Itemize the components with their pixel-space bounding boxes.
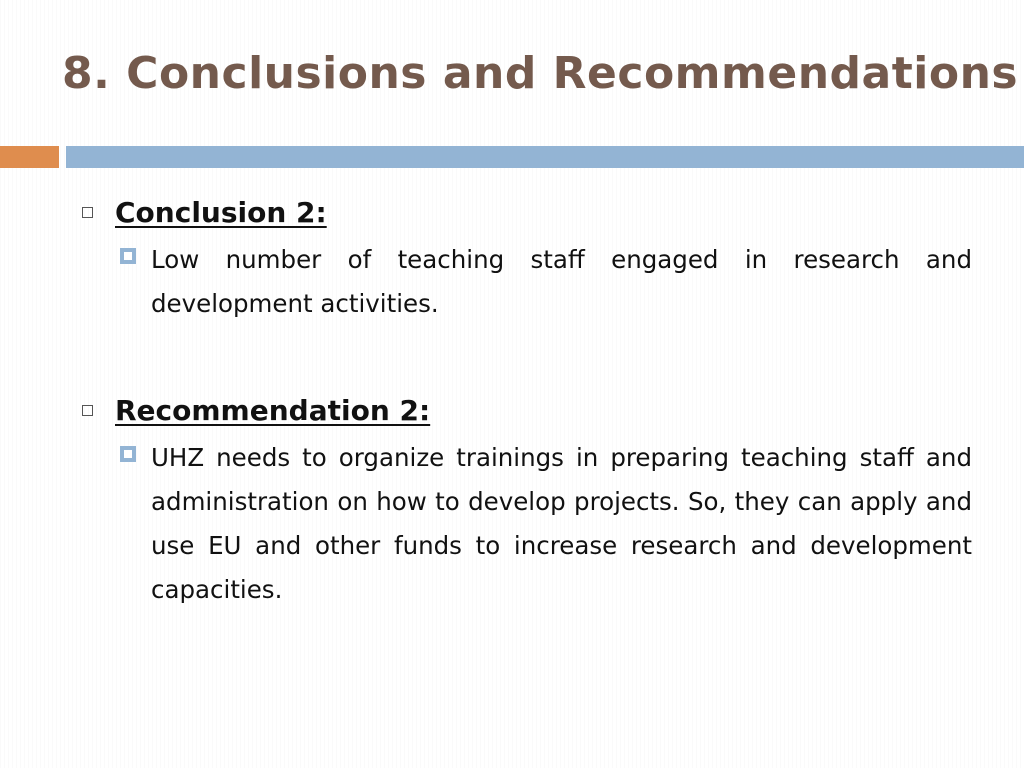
recommendation-section <box>82 388 972 612</box>
accent-bar-blue <box>66 146 1024 168</box>
conclusion-item <box>120 238 972 326</box>
conclusion-heading: Conclusion 2: <box>115 195 327 229</box>
square-bullet-icon <box>120 248 136 264</box>
hollow-square-bullet-icon <box>82 405 93 416</box>
slide-content <box>82 190 972 612</box>
accent-bar-orange <box>0 146 59 168</box>
conclusion-section <box>82 190 972 326</box>
recommendation-heading: Recommendation 2: <box>115 393 431 427</box>
square-bullet-icon <box>120 446 136 462</box>
recommendation-heading-row <box>82 388 972 432</box>
slide-title: 8. Conclusions and Recommendations <box>62 48 1019 99</box>
recommendation-item <box>120 436 972 612</box>
recommendation-text: UHZ needs to organize trainings in preparing teaching staff and administration on how to develop projects. So, they can apply and use EU and other funds to increase research and development capacities. <box>151 443 972 604</box>
conclusion-text: Low number of teaching staff engaged in research and development activities. <box>151 245 972 318</box>
conclusion-heading-row <box>82 190 972 234</box>
hollow-square-bullet-icon <box>82 207 93 218</box>
